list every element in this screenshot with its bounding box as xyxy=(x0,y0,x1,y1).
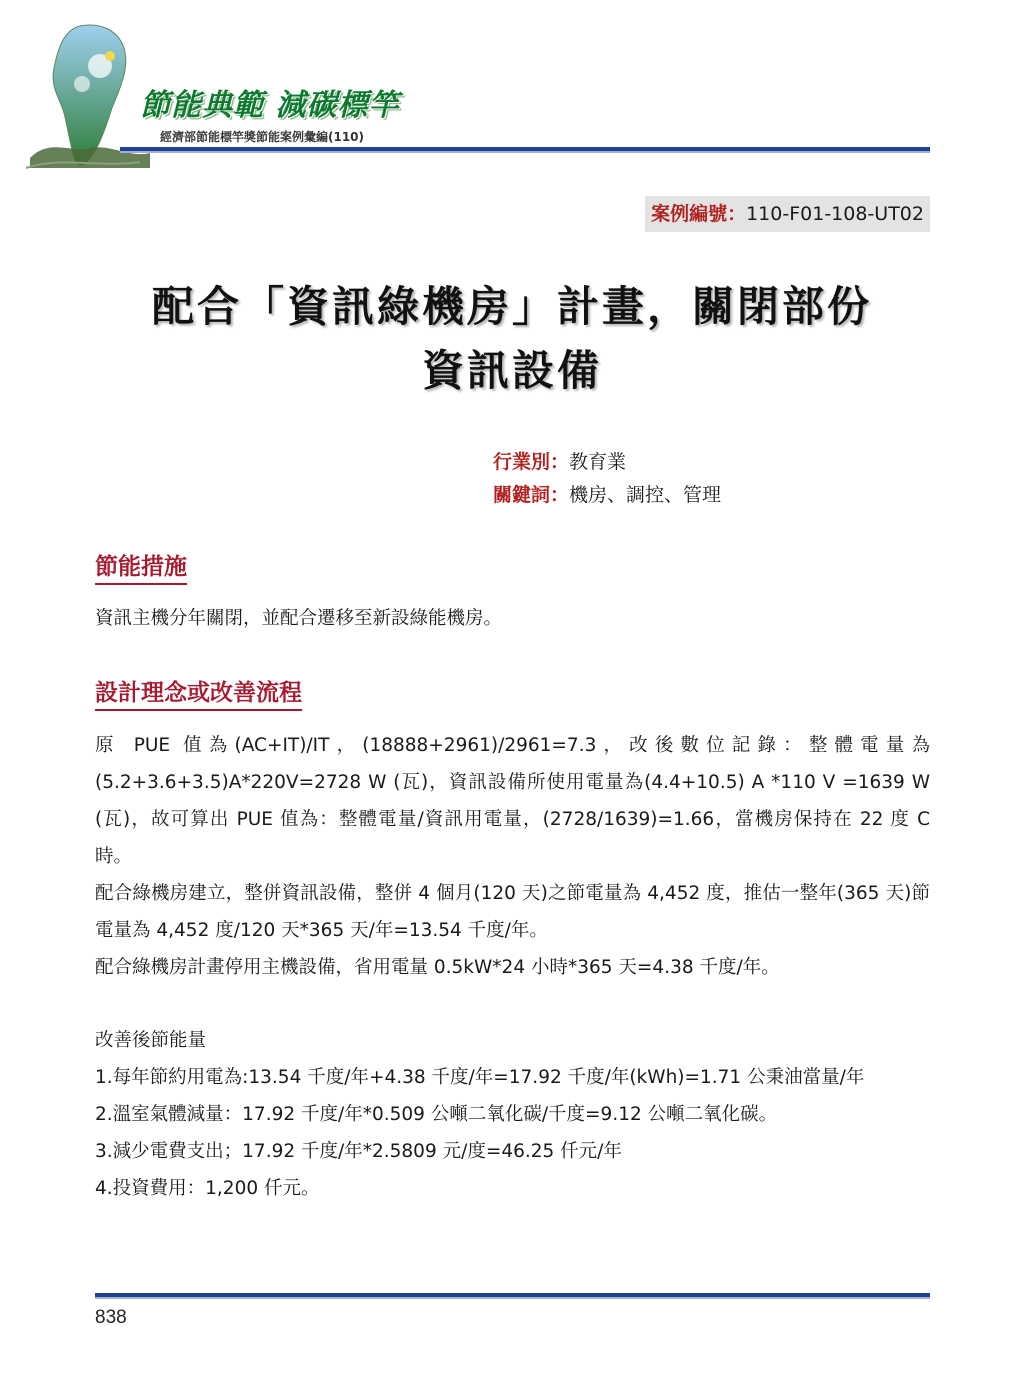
header-subslogan: 經濟部節能標竿獎節能案例彙編(110) xyxy=(160,130,365,144)
header-rule xyxy=(120,147,930,153)
document-title xyxy=(0,275,1024,403)
savings-item: 4.投資費用：1,200 仟元。 xyxy=(95,1178,320,1199)
page-header xyxy=(0,0,1024,190)
savings-list xyxy=(95,1022,930,1207)
meta-block xyxy=(493,446,721,512)
footer-rule xyxy=(95,1293,930,1299)
section-body-design xyxy=(95,727,930,986)
industry-row xyxy=(493,446,721,479)
taiwan-logo-icon xyxy=(20,18,160,183)
title-line-1: 配合「資訊綠機房」計畫，關閉部份 xyxy=(151,282,872,331)
design-paragraph-3: 配合綠機房計畫停用主機設備，省用電量 0.5kW*24 小時*365 天=4.38 千度/年。 xyxy=(95,957,780,978)
case-number-value: 110-F01-108-UT02 xyxy=(746,203,924,225)
keywords-label: 關鍵詞： xyxy=(493,484,570,506)
design-paragraph-2: 配合綠機房建立，整併資訊設備，整併 4 個月(120 天)之節電量為 4,452 度，推估一整年(365 天)節電量為 4,452 度/120 天*365 天/年=13.54 千度/年。 xyxy=(95,883,930,941)
page-number: 838 xyxy=(95,1307,127,1328)
keywords-row xyxy=(493,479,721,512)
savings-heading: 改善後節能量 xyxy=(95,1030,207,1051)
section-heading-measures: 節能措施 xyxy=(95,548,187,585)
header-slogan: 節能典範 減碳標竿 xyxy=(140,88,400,123)
case-number-label: 案例編號： xyxy=(651,203,747,225)
section-body-measures: 資訊主機分年關閉，並配合遷移至新設綠能機房。 xyxy=(95,608,503,629)
keywords-value: 機房、調控、管理 xyxy=(569,484,722,506)
savings-item: 1.每年節約用電為:13.54 千度/年+4.38 千度/年=17.92 千度/年(kWh)=1.71 公秉油當量/年 xyxy=(95,1067,865,1088)
savings-item: 3.減少電費支出；17.92 千度/年*2.5809 元/度=46.25 仟元/年 xyxy=(95,1141,622,1162)
savings-item: 2.溫室氣體減量：17.92 千度/年*0.509 公噸二氧化碳/千度=9.12 公噸二氧化碳。 xyxy=(95,1104,778,1125)
title-line-2: 資訊設備 xyxy=(421,346,602,395)
section-heading-design: 設計理念或改善流程 xyxy=(95,674,302,711)
case-number-box xyxy=(645,196,930,232)
industry-value: 教育業 xyxy=(569,451,627,473)
design-paragraph-1: 原 PUE 值為(AC+IT)/IT，(18888+2961)/2961=7.3，改後數位記錄：整體電量為(5.2+3.6+3.5)A*220V=2728 W (瓦)，資訊設備所使用電量為(4.4+10.5) A *110 V =1639 W (瓦)，故可算出 PUE 值為：整體電量/資訊用電量，(2728/1639)=1.66，當機房保持在 22 度 C 時。 xyxy=(95,735,930,867)
industry-label: 行業別： xyxy=(493,451,570,473)
